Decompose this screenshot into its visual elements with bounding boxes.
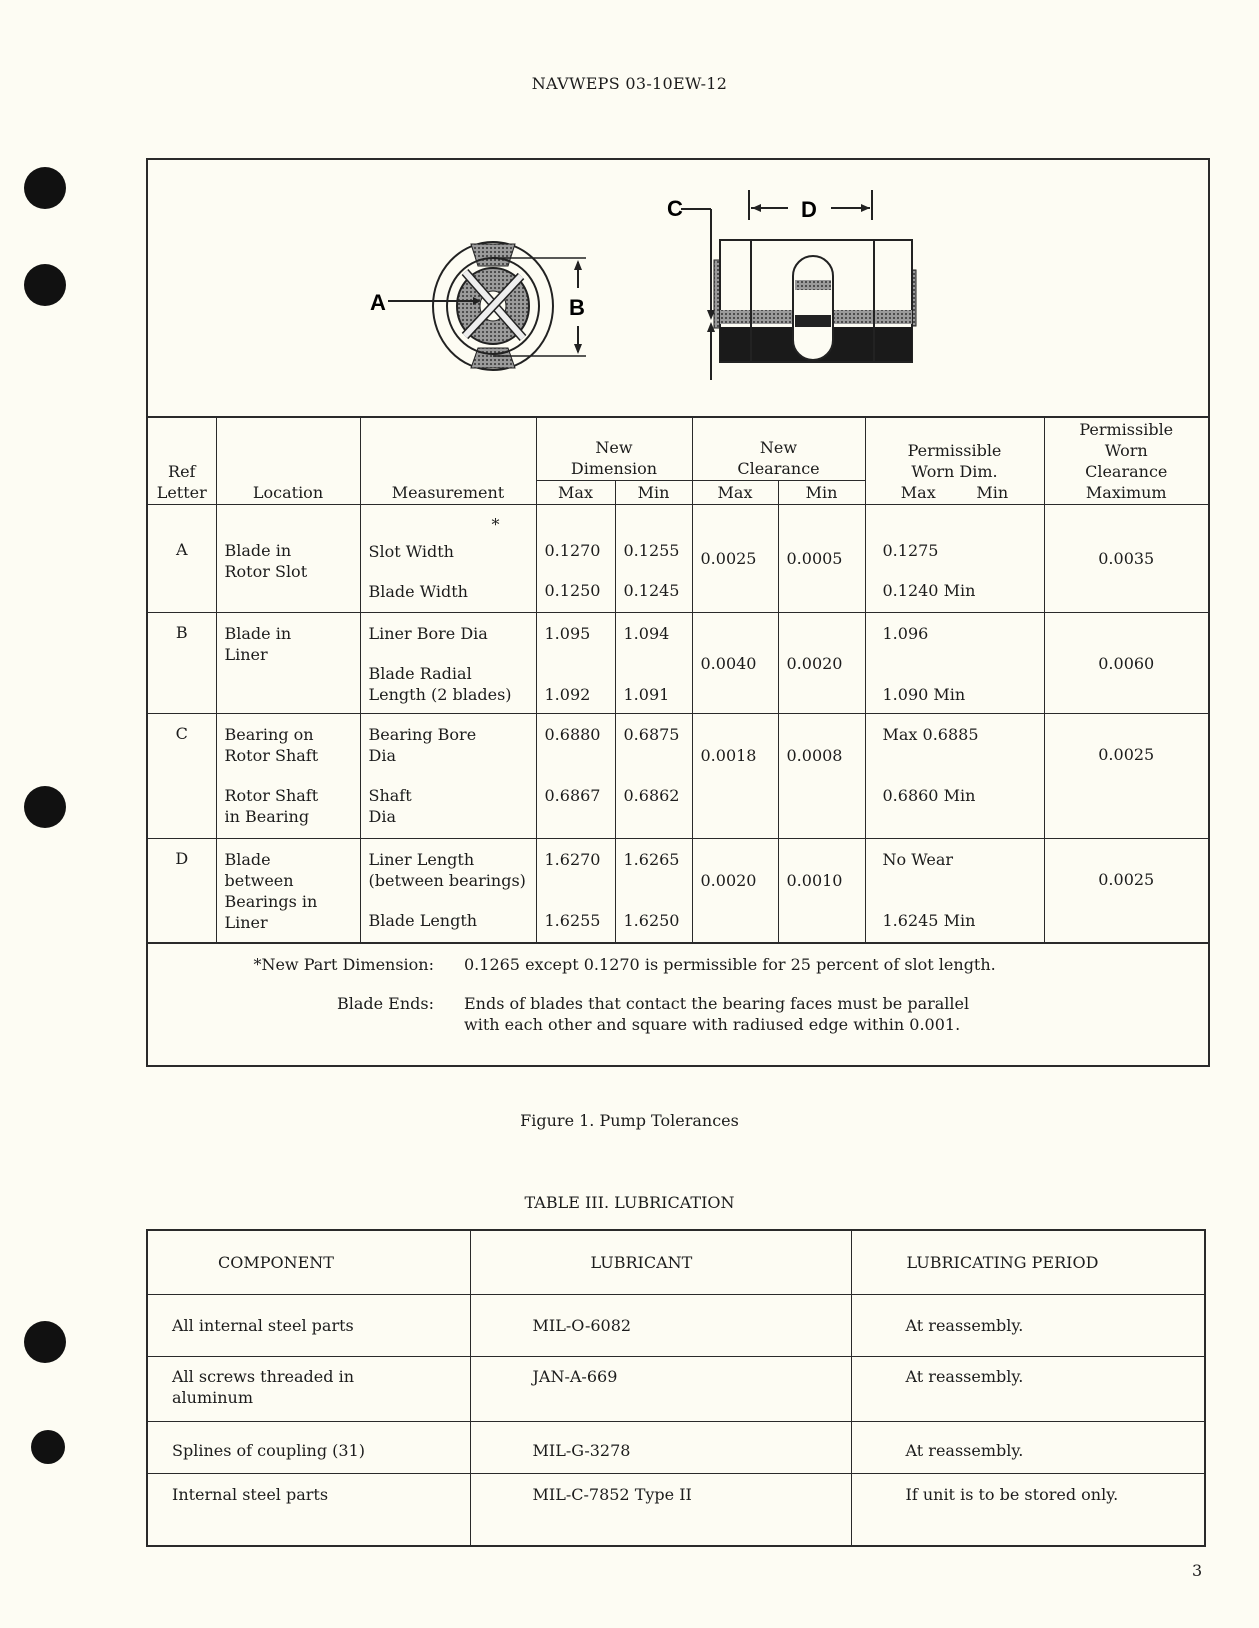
clear-max: 0.0025 [692,505,778,613]
clear-min: 0.0008 [778,714,865,839]
clear-min: 0.0020 [778,613,865,714]
binder-hole [24,167,66,209]
dim-min: 0.6875 0.6862 [615,714,692,839]
col-header-dim-max: Max [536,480,615,504]
table-row [147,1422,1205,1474]
col-header-worn-clearance: Permissible Worn Clearance Maximum [1044,418,1208,505]
component: All internal steel parts [147,1295,470,1357]
table-title: TABLE III. LUBRICATION [524,1193,735,1212]
lubricant: MIL-O-6082 [470,1295,851,1357]
svg-text:D: D [801,197,817,222]
clear-min: 0.0005 [778,505,865,613]
pump-diagram [148,160,1208,418]
col-header-dim-min: Min [615,480,692,504]
measurement: * Slot Width Blade Width [360,505,536,613]
col-header-worn-dim: Permissible Worn Dim. Max Min [865,418,1044,505]
period: At reassembly. [851,1422,1205,1474]
location: Blade in Liner [216,613,360,714]
ref-letter: C [148,714,216,839]
worn-clearance: 0.0035 [1044,505,1208,613]
svg-text:C: C [667,196,683,221]
component: Splines of coupling (31) [147,1422,470,1474]
pump-rotor-illustration [148,160,1208,416]
ref-letter: B [148,613,216,714]
table-row [147,1295,1205,1357]
note-new-part-dimension: *New Part Dimension: 0.1265 except 0.1270 is permissible for 25 percent of slot length. [253,955,996,974]
ref-letter: D [148,839,216,943]
col-header-new-clearance: New Clearance [692,418,865,480]
col-header-component: COMPONENT [147,1230,470,1295]
worn-dim: 0.1275 0.1240 Min [865,505,1044,613]
col-header-ref-letter: Ref Letter [148,418,216,505]
worn-dim: 1.096 1.090 Min [865,613,1044,714]
measurement: Liner Bore Dia Blade Radial Length (2 blades) [360,613,536,714]
period: If unit is to be stored only. [851,1474,1205,1546]
table-row [148,613,1208,714]
binder-hole [24,786,66,828]
pump-tolerances-figure [146,158,1210,1067]
location: Blade in Rotor Slot [216,505,360,613]
worn-clearance: 0.0025 [1044,839,1208,943]
lubrication-table [146,1229,1206,1547]
clear-max: 0.0040 [692,613,778,714]
worn-dim: Max 0.6885 0.6860 Min [865,714,1044,839]
binder-hole [31,1430,65,1464]
table-row [147,1474,1205,1546]
svg-text:B: B [569,295,585,320]
location: Blade between Bearings in Liner [216,839,360,943]
component: All screws threaded in aluminum [147,1357,470,1422]
lubricant: MIL-G-3278 [470,1422,851,1474]
dim-max: 1.095 1.092 [536,613,615,714]
col-header-clear-min: Min [778,480,865,504]
worn-dim: No Wear 1.6245 Min [865,839,1044,943]
table-notes [148,943,1208,1065]
document-number: NAVWEPS 03-10EW-12 [531,74,728,93]
dim-min: 0.1255 0.1245 [615,505,692,613]
clear-max: 0.0018 [692,714,778,839]
dim-min: 1.6265 1.6250 [615,839,692,943]
binder-hole [24,264,66,306]
measurement: Liner Length (between bearings) Blade Length [360,839,536,943]
pump-tolerances-table [148,418,1208,943]
note-blade-ends: Blade Ends: Ends of blades that contact the bearing faces must be parallel with each other and square with radiused edge within 0.001. [336,994,970,1034]
binder-hole [24,1321,66,1363]
dim-min: 1.094 1.091 [615,613,692,714]
measurement: Bearing Bore Dia Shaft Dia [360,714,536,839]
table-row [147,1357,1205,1422]
lubricant: JAN-A-669 [470,1357,851,1422]
clear-min: 0.0010 [778,839,865,943]
dim-max: 0.1270 0.1250 [536,505,615,613]
figure-caption: Figure 1. Pump Tolerances [520,1111,739,1130]
col-header-clear-max: Max [692,480,778,504]
col-header-location: Location [216,418,360,505]
col-header-period: LUBRICATING PERIOD [851,1230,1205,1295]
clear-max: 0.0020 [692,839,778,943]
page-number: 3 [1192,1561,1203,1580]
worn-clearance: 0.0060 [1044,613,1208,714]
col-header-measurement: Measurement [360,418,536,505]
period: At reassembly. [851,1357,1205,1422]
component: Internal steel parts [147,1474,470,1546]
table-row [148,839,1208,943]
dim-max: 1.6270 1.6255 [536,839,615,943]
worn-clearance: 0.0025 [1044,714,1208,839]
period: At reassembly. [851,1295,1205,1357]
col-header-lubricant: LUBRICANT [470,1230,851,1295]
location: Bearing on Rotor Shaft Rotor Shaft in Bearing [216,714,360,839]
col-header-new-dimension: New Dimension [536,418,692,480]
svg-text:A: A [370,290,386,315]
table-row [148,505,1208,613]
lubricant: MIL-C-7852 Type II [470,1474,851,1546]
ref-letter: A [148,505,216,613]
table-row [148,714,1208,839]
dim-max: 0.6880 0.6867 [536,714,615,839]
